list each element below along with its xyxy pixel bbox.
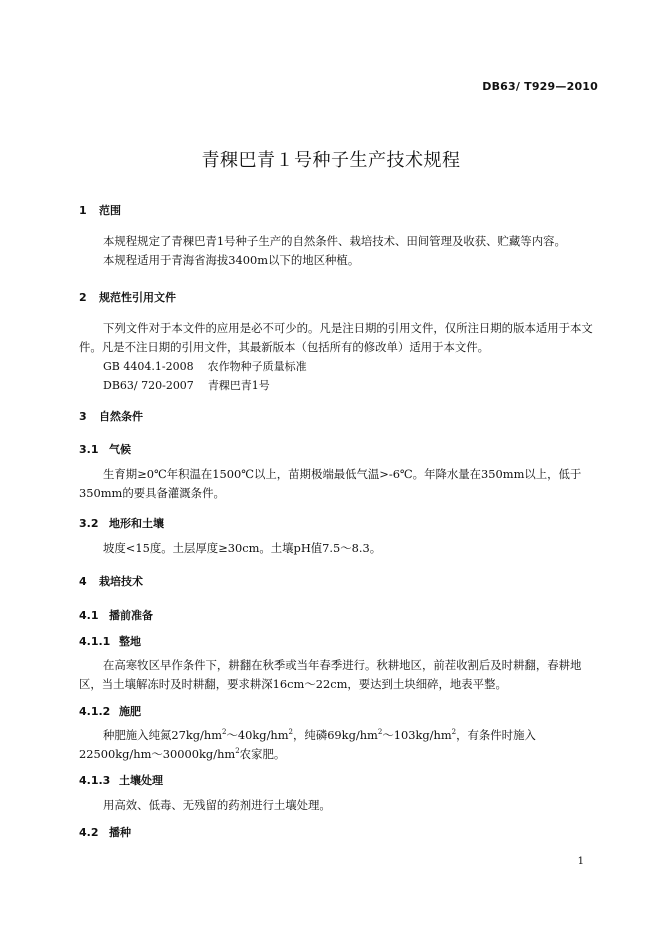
text-run: 种肥施入纯氮27kg/hm: [103, 728, 223, 742]
subsection-heading: [79, 824, 131, 840]
subsection-title: 地形和土壤: [109, 517, 164, 530]
section-title: 栽培技术: [99, 575, 143, 588]
reference-code: GB 4404.1-2008: [103, 360, 194, 373]
subsubsection-heading: [79, 772, 163, 788]
subsection-heading: [79, 515, 164, 531]
paragraph: 在高寒牧区早作条件下，耕翻在秋季或当年春季进行。秋耕地区，前茬收割后及时耕翻，春耕地区，当土壤解冻时及时耕翻，要求耕深16cm～22cm，要达到土块细碎，地表平整。: [79, 658, 582, 691]
section-heading: [79, 202, 121, 218]
text-run: ，有条件时施入22500kg/hm: [79, 728, 536, 761]
subsubsection-number: 4.1.3: [79, 774, 111, 787]
reference-item: [103, 376, 270, 395]
reference-code: DB63/ 720-2007: [103, 379, 194, 392]
subsection-title: 气候: [109, 443, 131, 456]
paragraph: 坡度<15度。土层厚度≥30cm。土壤pH值7.5～8.3。: [103, 541, 382, 555]
fertilizer-paragraph: [79, 726, 601, 764]
superscript: 2: [377, 728, 383, 737]
subsection-number: 4.2: [79, 826, 99, 839]
superscript: 2: [235, 747, 240, 756]
subsection-number: 3.1: [79, 443, 99, 456]
subsubsection-title: 施肥: [119, 705, 141, 718]
subsubsection-heading: [79, 633, 141, 649]
section-heading: [79, 289, 176, 305]
paragraph: 本规程适用于青海省海拔3400m以下的地区种植。: [103, 253, 360, 267]
subsection-heading: [79, 607, 153, 623]
text-run: ～40kg/hm: [226, 728, 289, 742]
subsubsection-title: 土壤处理: [119, 774, 163, 787]
text-run: 农家肥。: [239, 747, 286, 761]
section-number: 2: [79, 291, 87, 304]
section-heading: [79, 573, 143, 589]
section-number: 4: [79, 575, 87, 588]
reference-name: 农作物种子质量标准: [207, 360, 307, 373]
text-run: ～103kg/hm: [382, 728, 452, 742]
reference-item: [103, 357, 307, 376]
subsection-number: 3.2: [79, 517, 99, 530]
paragraph: 生育期≥0℃年积温在1500℃以上，苗期极端最低气温>-6℃。年降水量在350mm以上，低于350mm的要具备灌溉条件。: [79, 467, 582, 500]
paragraph: 用高效、低毒、无残留的药剂进行土壤处理。: [103, 798, 331, 812]
section-number: 3: [79, 410, 87, 423]
subsubsection-heading: [79, 703, 141, 719]
section-title: 范围: [99, 204, 121, 217]
text-run: ～30000kg/hm: [151, 747, 236, 761]
section-title: 自然条件: [99, 410, 143, 423]
subsubsection-number: 4.1.2: [79, 705, 111, 718]
superscript: 2: [222, 728, 227, 737]
subsection-number: 4.1: [79, 609, 99, 622]
text-run: ，纯磷69kg/hm: [293, 728, 378, 742]
section-title: 规范性引用文件: [99, 291, 176, 304]
subsection-heading: [79, 441, 131, 457]
section-number: 1: [79, 204, 87, 217]
subsubsection-title: 整地: [119, 635, 141, 648]
subsection-title: 播前准备: [109, 609, 153, 622]
section-heading: [79, 408, 143, 424]
document-code: DB63/ T929—2010: [482, 80, 598, 93]
superscript: 2: [288, 728, 294, 737]
superscript: 2: [451, 728, 457, 737]
paragraph: 下列文件对于本文件的应用是必不可少的。凡是注日期的引用文件，仅所注日期的版本适用于本文件。凡是不注日期的引用文件，其最新版本（包括所有的修改单）适用于本文件。: [79, 321, 593, 354]
subsubsection-number: 4.1.1: [79, 635, 111, 648]
reference-name: 青稞巴青1号: [207, 379, 270, 392]
subsection-title: 播种: [109, 826, 131, 839]
page-number: 1: [577, 856, 584, 867]
page-title: 青稞巴青１号种子生产技术规程: [201, 150, 461, 171]
paragraph: 本规程规定了青稞巴青1号种子生产的自然条件、栽培技术、田间管理及收获、贮藏等内容。: [103, 234, 566, 248]
